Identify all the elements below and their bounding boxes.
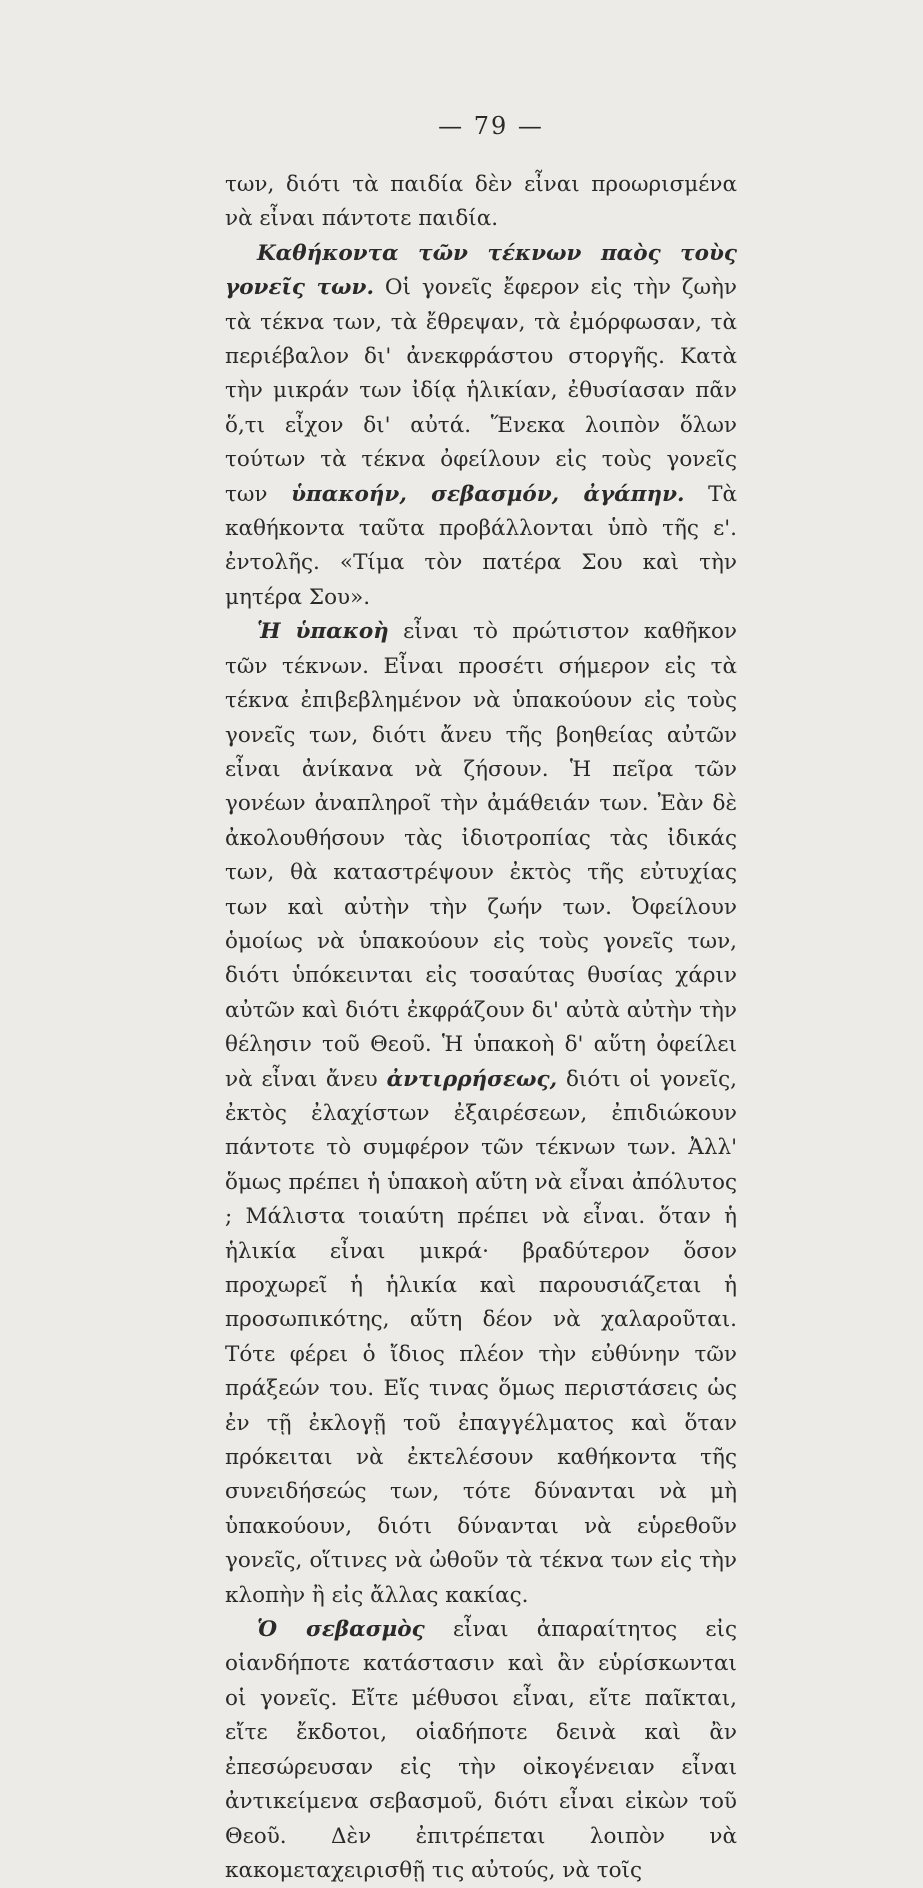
emphasis-obedience-respect-love: ὑπακοήν, σεβασμόν, ἀγάπην. — [291, 481, 685, 507]
body-text — [225, 168, 737, 1888]
paragraph-text: Τὰ καθήκοντα ταῦτα προβάλλονται ὑπὸ τῆς ε'. ἐντολῆς. «Τίμα τὸν πατέρα Σου καὶ τὴν μητέρα Σου». — [225, 481, 737, 610]
paragraph-duties — [225, 237, 737, 615]
paragraph-text: εἶναι τὸ πρώτιστον καθῆκον τῶν τέκνων. Εἶναι προσέτι σήμερον εἰς τὰ τέκνα ἐπιβεβλημένον νὰ ὑπακούουν εἰς τοὺς γονεῖς των, διότι ἄνευ τῆς βοηθείας αὐτῶν εἶναι ἀνίκανα νὰ ζήσουν. Ἡ πεῖρα τῶν γονέων ἀναπληροῖ τὴν ἀμάθειάν των. Ἐὰν δὲ ἀκολουθήσουν τὰς ἰδιοτροπίας τὰς ἰδικάς των, θὰ καταστρέψουν ἐκτὸς τῆς εὐτυχίας των καὶ αὐτὴν τὴν ζωήν των. Ὀφείλουν ὁμοίως νὰ ὑπακούουν εἰς τοὺς γονεῖς των, διότι ὑπόκεινται εἰς τοσαύτας θυσίας χάριν αὐτῶν καὶ διότι ἐκφράζουν δι' αὐτὰ αὐτὴν τὴν θέλησιν τοῦ Θεοῦ. Ἡ ὑπακοὴ δ' αὕτη ὀφείλει νὰ εἶναι ἄνευ — [225, 619, 737, 1092]
page-number: — 79 — — [438, 112, 544, 140]
paragraph-continuation — [225, 168, 737, 237]
emphasis-objection: ἀντιρρήσεως, — [386, 1066, 558, 1092]
paragraph-respect — [225, 1613, 737, 1888]
paragraph-text: των, διότι τὰ παιδία δὲν εἶναι προωρισμένα νὰ εἶναι πάντοτε παιδία. — [225, 172, 737, 232]
paragraph-text: Οἱ γονεῖς ἔφερον εἰς τὴν ζωὴν τὰ τέκνα των, τὰ ἔθρεψαν, τὰ ἐμόρφωσαν, τὰ περιέβαλον δι' ἀνεκφράστου στοργῆς. Κατὰ τὴν μικράν των ἰδίᾳ ἡλικίαν, ἐθυσίασαν πᾶν ὅ,τι εἶχον δι' αὐτά. Ἕνεκα λοιπὸν ὅλων τούτων τὰ τέκνα ὀφείλουν εἰς τοὺς γονεῖς των — [225, 275, 737, 507]
section-heading-obedience: Ἡ ὑπακοὴ — [257, 619, 389, 645]
section-heading-respect: Ὁ σεβασμὸς — [257, 1617, 425, 1643]
paragraph-obedience — [225, 615, 737, 1613]
paragraph-text: διότι οἱ γονεῖς, ἐκτὸς ἐλαχίστων ἐξαιρέσεων, ἐπιδιώκουν πάντοτε τὸ συμφέρον τῶν τέκνων των. Ἀλλ' ὅμως πρέπει ἡ ὑπακοὴ αὕτη νὰ εἶναι ἀπόλυτος ; Μάλιστα τοιαύτη πρέπει νὰ εἶναι. ὅταν ἡ ἡλικία εἶναι μικρά· βραδύτερον ὅσον προχωρεῖ ἡ ἡλικία καὶ παρουσιάζεται ἡ προσωπικότης, αὕτη δέον νὰ χαλαροῦται. Τότε φέρει ὁ ἴδιος πλέον τὴν εὐθύνην τῶν πράξεών του. Εἴς τινας ὅμως περιστάσεις ὡς ἐν τῇ ἐκλογῇ τοῦ ἐπαγγέλματος καὶ ὅταν πρόκειται νὰ ἐκτελέσουν καθήκοντα τῆς συνειδήσεώς των, τότε δύνανται νὰ μὴ ὑπακούουν, διότι δύνανται νὰ εὑρεθοῦν γονεῖς, οἵτινες νὰ ὠθοῦν τὰ τέκνα των εἰς τὴν κλοπὴν ἢ εἰς ἄλλας κακίας. — [225, 1066, 737, 1608]
section-heading-duties: Καθήκοντα τῶν τέκνων παὸς τοὺς γονεῖς των. — [225, 240, 737, 301]
paragraph-text: εἶναι ἀπαραίτητος εἰς οἱανδήποτε κατάστασιν καὶ ἂν εὑρίσκωνται οἱ γονεῖς. Εἴτε μέθυσοι εἶναι, εἴτε παῖκται, εἴτε ἔκδοτοι, οἱαδήποτε δεινὰ καὶ ἂν ἐπεσώρευσαν εἰς τὴν οἰκογένειαν εἶναι ἀντικείμενα σεβασμοῦ, διότι εἶναι εἰκὼν τοῦ Θεοῦ. Δὲν ἐπιτρέπεται λοιπὸν νὰ κακομεταχειρισθῇ τις αὐτούς, νὰ τοῖς — [225, 1617, 737, 1883]
